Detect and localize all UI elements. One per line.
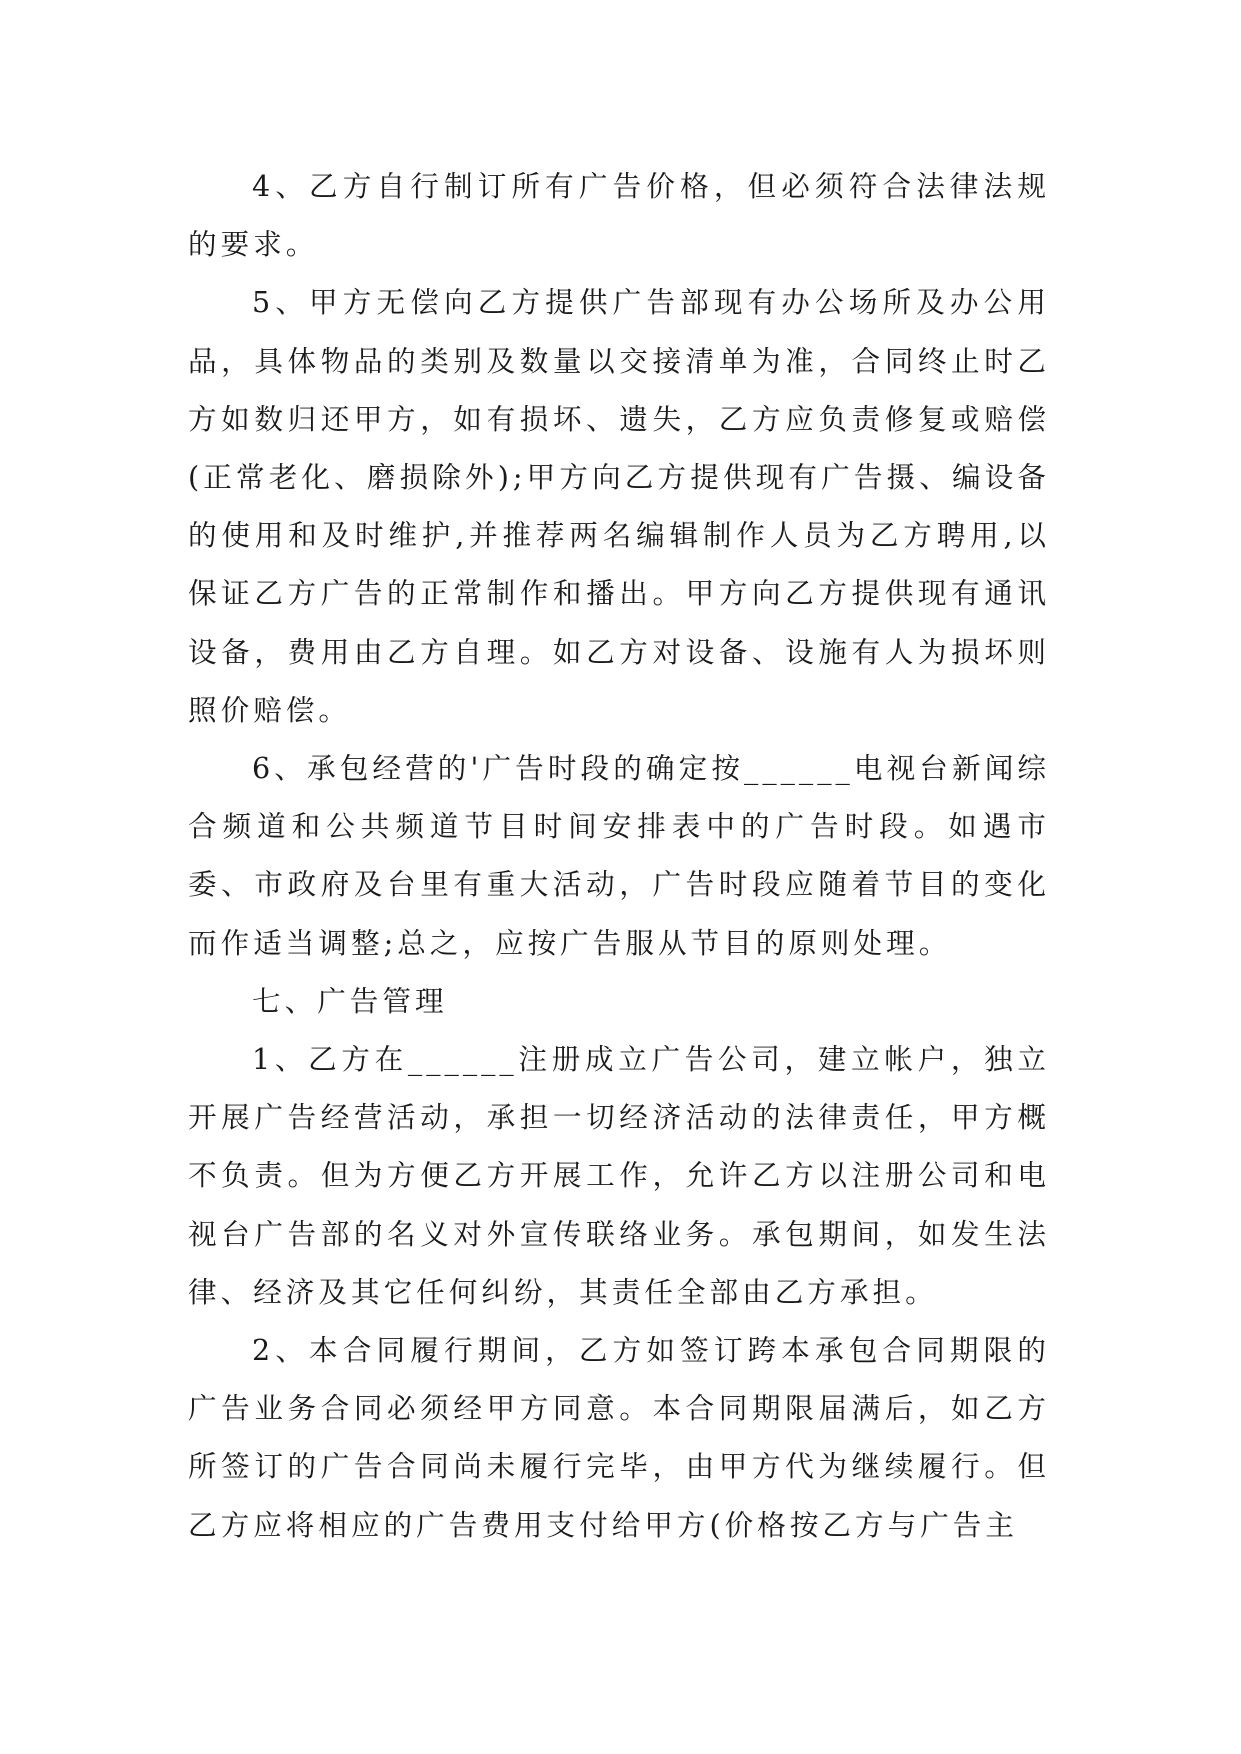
clause-5-paragraph: 5、甲方无偿向乙方提供广告部现有办公场所及办公用品，具体物品的类别及数量以交接清单为准，合同终止时乙方如数归还甲方，如有损坏、遗失，乙方应负责修复或赔偿(正常老化、磨损除外);甲方向乙方提供现有广告摄、编设备的使用和及时维护,并推荐两名编辑制作人员为乙方聘用,以保证乙方广告的正常制作和播出。甲方向乙方提供现有通讯设备，费用由乙方自理。如乙方对设备、设施有人为损坏则照价赔偿。: [188, 285, 1050, 727]
clause-4-paragraph: 4、乙方自行制订所有广告价格，但必须符合法律法规的要求。: [188, 169, 1050, 262]
section-heading-ad-management: 七、广告管理: [252, 983, 448, 1018]
clause-6-paragraph: 6、承包经营的'广告时段的确定按______电视台新闻综合频道和公共频道节目时间安排表中的广告时段。如遇市委、市政府及台里有重大活动，广告时段应随着节目的变化而作适当调整;总之，应按广告服从节目的原则处理。: [188, 751, 1050, 960]
document-body: [188, 157, 1050, 1554]
clause-7-1-paragraph: 1、乙方在______注册成立广告公司，建立帐户，独立开展广告经营活动，承担一切经济活动的法律责任，甲方概不负责。但为方便乙方开展工作，允许乙方以注册公司和电视台广告部的名义对外宣传联络业务。承包期间，如发生法律、经济及其它任何纠纷，其责任全部由乙方承担。: [188, 1042, 1050, 1309]
clause-7-2-paragraph: 2、本合同履行期间，乙方如签订跨本承包合同期限的广告业务合同必须经甲方同意。本合同期限届满后，如乙方所签订的广告合同尚未履行完毕，由甲方代为继续履行。但乙方应将相应的广告费用支付给甲方(价格按乙方与广告主: [188, 1333, 1050, 1542]
